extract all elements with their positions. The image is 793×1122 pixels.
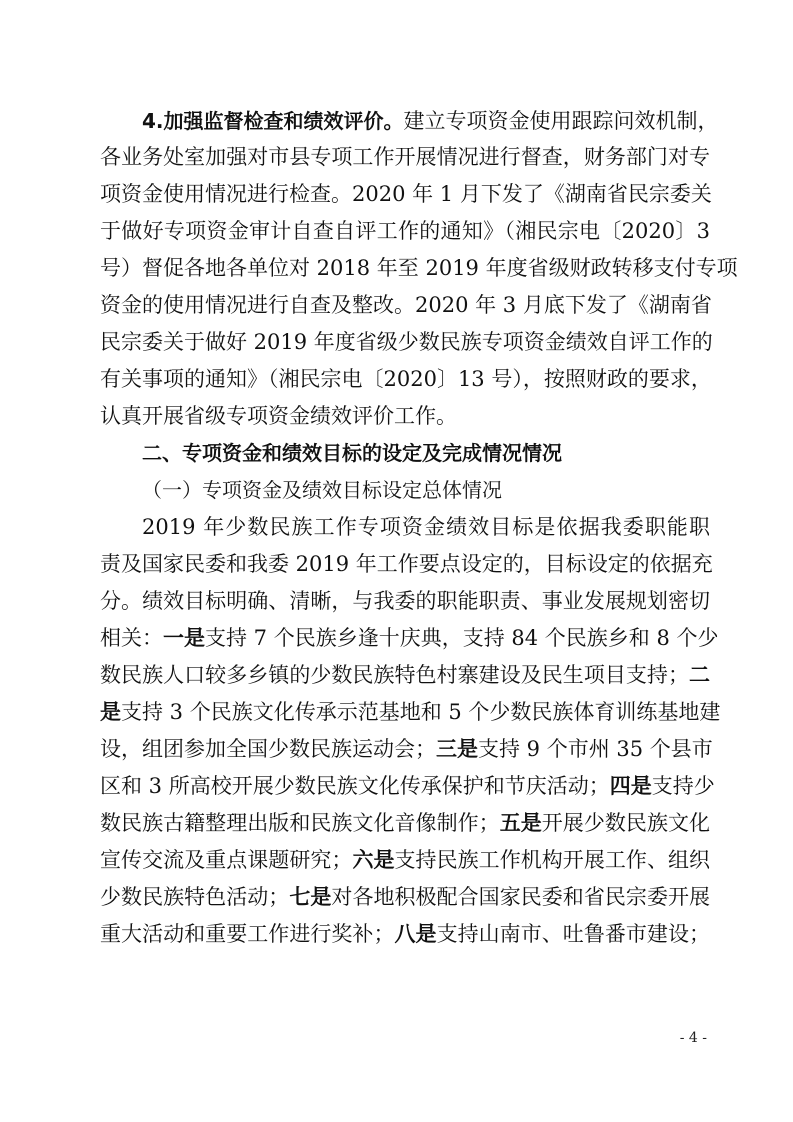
para2-line-5: 数民族人口较多乡镇的少数民族特色村寨建设及民生项目支持；二 [100, 662, 711, 687]
para1-line-5: 号）督促各地各单位对 2018 年至 2019 年度省级财政转移支付专项 [100, 256, 738, 280]
section-heading-2: 二、专项资金和绩效目标的设定及完成情况情况 [142, 441, 562, 465]
para1-lead: 4.加强监督检查和绩效评价。 [142, 109, 404, 133]
para1-line-2: 各业务处室加强对市县专项工作开展情况进行督查，财务部门对专 [100, 145, 710, 169]
para1-line-3: 项资金使用情况进行检查。2020 年 1 月下发了《湖南省民宗委关 [100, 182, 712, 206]
para2-line-12: 重大活动和重要工作进行奖补；八是支持山南市、吐鲁番市建设； [100, 921, 711, 946]
para1-line-1: 4.加强监督检查和绩效评价。建立专项资金使用跟踪问效机制， [142, 109, 719, 133]
para1-line-9: 认真开展省级专项资金绩效评价工作。 [100, 404, 457, 428]
page-number: - 4 - [679, 1030, 707, 1046]
para2-line-7: 设，组团参加全国少数民族运动会；三是支持 9 个市州 35 个县市 [100, 736, 713, 761]
para2-line-2: 责及国家民委和我委 2019 年工作要点设定的，目标设定的依据充 [100, 552, 713, 576]
para2-line-8: 区和 3 所高校开展少数民族文化传承保护和节庆活动；四是支持少 [100, 773, 715, 798]
para2-line-9: 数民族古籍整理出版和民族文化音像制作；五是开展少数民族文化 [100, 810, 711, 835]
para2-line-1: 2019 年少数民族工作专项资金绩效目标是依据我委职能职 [142, 515, 710, 539]
para2-line-6: 是支持 3 个民族文化传承示范基地和 5 个少数民族体育训练基地建 [100, 699, 721, 724]
para2-line-4: 相关：一是支持 7 个民族乡逢十庆典，支持 84 个民族乡和 8 个少 [100, 625, 719, 650]
para1-line-7: 民宗委关于做好 2019 年度省级少数民族专项资金绩效自评工作的 [100, 330, 713, 354]
para2-line-11: 少数民族特色活动；七是对各地积极配合国家民委和省民宗委开展 [100, 884, 711, 909]
para2-line-3: 分。绩效目标明确、清晰，与我委的职能职责、事业发展规划密切 [100, 589, 710, 613]
para1-line-6: 资金的使用情况进行自查及整改。2020 年 3 月底下发了《湖南省 [100, 293, 712, 317]
para1-line-8: 有关事项的通知》（湘民宗电〔2020〕13 号），按照财政的要求， [100, 367, 712, 391]
subsection-heading-1: （一）专项资金及绩效目标设定总体情况 [142, 478, 502, 502]
para2-line-10: 宣传交流及重点课题研究；六是支持民族工作机构开展工作、组织 [100, 847, 711, 872]
para1-line-4: 于做好专项资金审计自查自评工作的通知》（湘民宗电〔2020〕3 [100, 219, 710, 243]
